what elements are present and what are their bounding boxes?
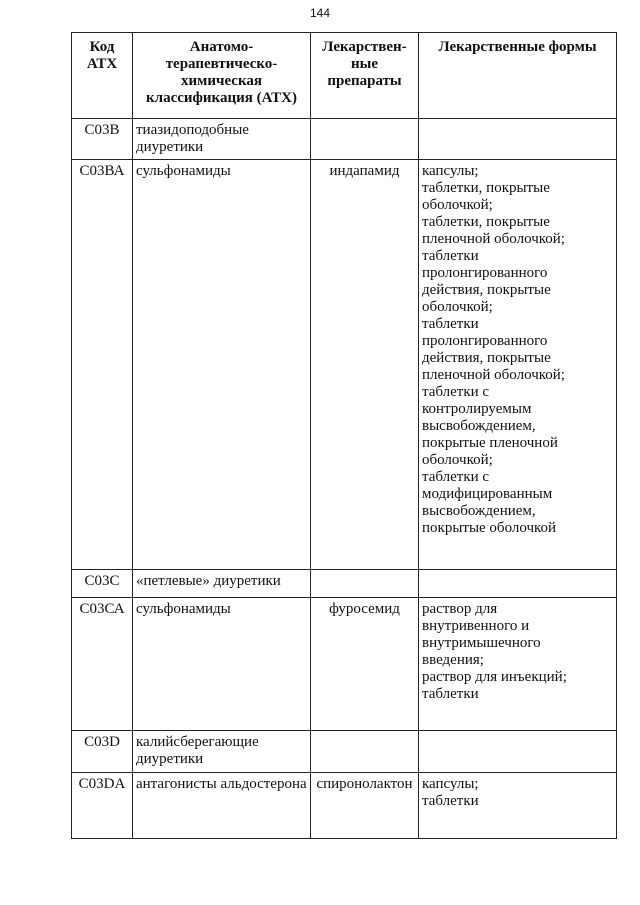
drug-name (311, 119, 419, 160)
text-line: препараты (327, 73, 402, 89)
text-line: тиазидоподобные (136, 122, 249, 138)
header-forms (419, 33, 617, 119)
text-line: покрытые пленочной (422, 435, 558, 451)
text-line: раствор для (422, 601, 498, 617)
atc-classification (133, 570, 311, 598)
text-line: пролонгированного (422, 265, 548, 281)
text-line: пленочной оболочкой; (422, 367, 565, 383)
atc-classification (133, 598, 311, 731)
atc-classification (133, 119, 311, 160)
header-code (72, 33, 133, 119)
atc-classification (133, 773, 311, 839)
drug-name (311, 570, 419, 598)
text-line: Лекарствен- (322, 39, 407, 55)
text-line: введения; (422, 652, 484, 668)
text-line: действия, покрытые (422, 350, 551, 366)
atc-code: С03DA (72, 773, 133, 839)
text-line: Анатомо- (189, 39, 254, 55)
text-line: диуретики (136, 139, 204, 155)
page-number: 144 (309, 6, 331, 20)
text-line: высвобождением, (422, 418, 536, 434)
text-line: раствор для инъекций; (422, 669, 567, 685)
text-line: капсулы; (422, 163, 479, 179)
text-line: контролируемым (422, 401, 532, 417)
dosage-forms (419, 119, 617, 160)
drug-name (311, 731, 419, 773)
atc-code: С03СА (72, 598, 133, 731)
text-line: таблетки, покрытые (422, 214, 550, 230)
dosage-forms (419, 598, 617, 731)
text-line: оболочкой; (422, 299, 493, 315)
table-row (72, 731, 617, 773)
text-line: таблетки с (422, 384, 490, 400)
text-line: Код (89, 39, 115, 55)
drug-name: фуросемид (311, 598, 419, 731)
text-line: сульфонамиды (136, 163, 231, 179)
table-row (72, 119, 617, 160)
text-line: классификация (АТХ) (146, 90, 297, 106)
atc-code: С03С (72, 570, 133, 598)
text-line: таблетки (422, 793, 479, 809)
atc-code: С03В (72, 119, 133, 160)
text-line: внутримышечного (422, 635, 541, 651)
text-line: высвобождением, (422, 503, 536, 519)
text-line: таблетки (422, 316, 479, 332)
table-row (72, 773, 617, 839)
drug-name: спиронолактон (311, 773, 419, 839)
text-line: капсулы; (422, 776, 479, 792)
text-line: антагонисты альдостерона (136, 776, 307, 792)
atc-drug-table (71, 32, 617, 839)
atc-code: С03D (72, 731, 133, 773)
text-line: «петлевые» диуретики (136, 573, 281, 589)
text-line: модифицированным (422, 486, 553, 502)
drug-name: индапамид (311, 160, 419, 570)
atc-code: С03ВА (72, 160, 133, 570)
dosage-forms (419, 731, 617, 773)
text-line: химическая (181, 73, 262, 89)
text-line: таблетки (422, 248, 479, 264)
text-line: сульфонамиды (136, 601, 231, 617)
text-line: внутривенного и (422, 618, 530, 634)
text-line: Лекарственные формы (438, 39, 597, 55)
text-line: оболочкой; (422, 452, 493, 468)
dosage-forms (419, 570, 617, 598)
atc-classification (133, 731, 311, 773)
dosage-forms (419, 160, 617, 570)
text-line: пленочной оболочкой; (422, 231, 565, 247)
text-line: таблетки с (422, 469, 490, 485)
header-classification (133, 33, 311, 119)
text-line: пролонгированного (422, 333, 548, 349)
text-line: калийсберегающие (136, 734, 259, 750)
table-header-row (72, 33, 617, 119)
text-line: ные (350, 56, 378, 72)
table-row (72, 598, 617, 731)
table-row (72, 570, 617, 598)
text-line: терапевтическо- (165, 56, 278, 72)
text-line: действия, покрытые (422, 282, 551, 298)
dosage-forms (419, 773, 617, 839)
text-line: таблетки, покрытые (422, 180, 550, 196)
atc-classification (133, 160, 311, 570)
header-drugs (311, 33, 419, 119)
table-row (72, 160, 617, 570)
text-line: таблетки (422, 686, 479, 702)
text-line: покрытые оболочкой (422, 520, 557, 536)
text-line: диуретики (136, 751, 204, 767)
text-line: АТХ (86, 56, 118, 72)
text-line: оболочкой; (422, 197, 493, 213)
